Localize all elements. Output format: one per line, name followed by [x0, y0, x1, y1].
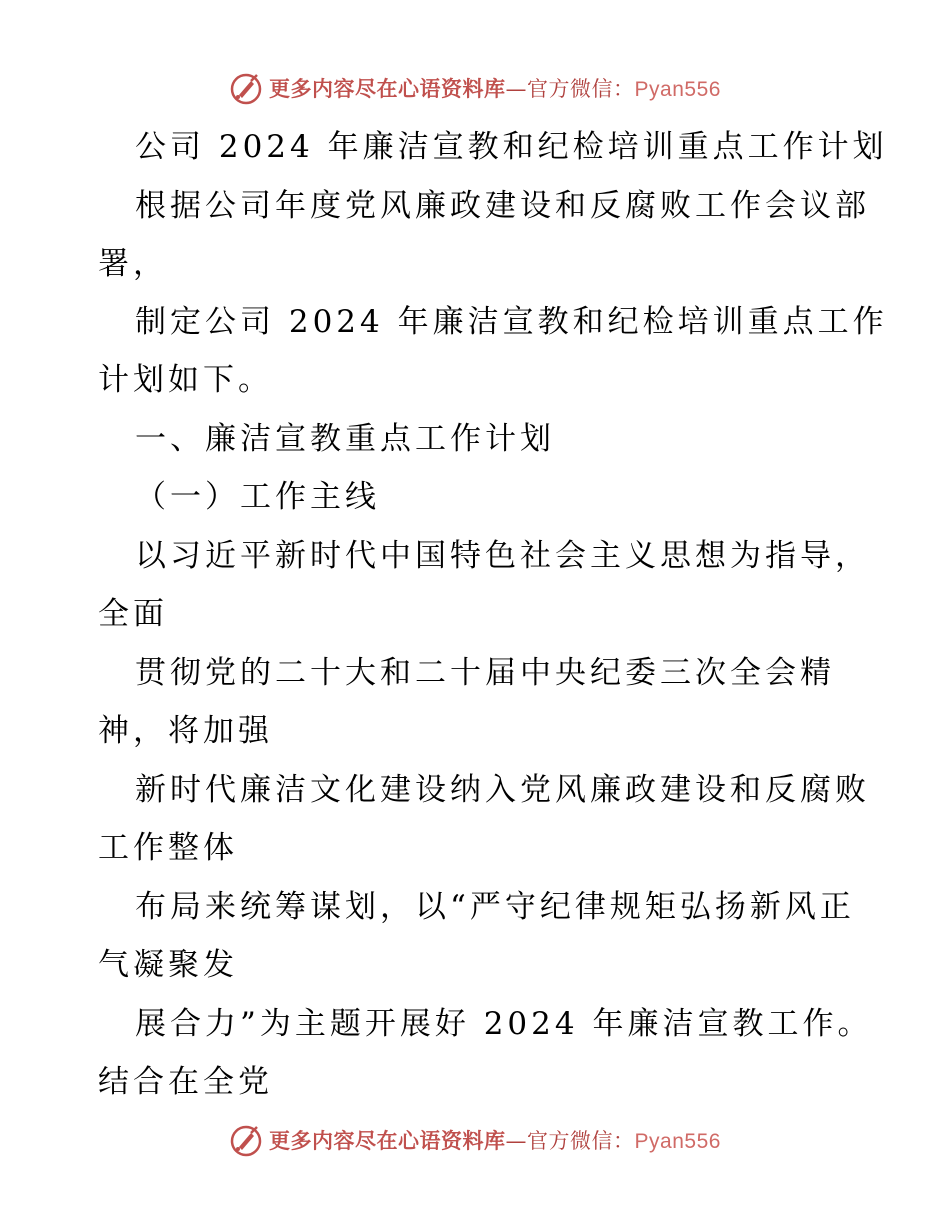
- paragraph-line: 工作整体: [98, 830, 238, 866]
- paragraph-line: 布局来统筹谋划，以“严守纪律规矩弘扬新风正: [135, 889, 855, 925]
- paragraph-line: 气凝聚发: [98, 947, 238, 983]
- paragraph-line: 神，将加强: [98, 713, 273, 749]
- paragraph-line: 贯彻党的二十大和二十届中央纪委三次全会精: [135, 655, 835, 691]
- watermark-separator: —官方微信：: [505, 77, 635, 101]
- section-heading: 一、廉洁宣教重点工作计划: [135, 421, 555, 457]
- paragraph-line: 根据公司年度党风廉政建设和反腐败工作会议部: [135, 188, 870, 224]
- paragraph-line: 署，: [98, 246, 168, 282]
- subsection-heading: （一）工作主线: [135, 479, 380, 515]
- footer-watermark: [0, 1120, 950, 1160]
- paragraph-line: 计划如下。: [98, 362, 273, 398]
- watermark-text: [269, 1125, 721, 1155]
- paragraph-line: 新时代廉洁文化建设纳入党风廉政建设和反腐败: [135, 772, 870, 808]
- watermark-account: Pyan556: [634, 1130, 721, 1153]
- document-title: 公司 2024 年廉洁宣教和纪检培训重点工作计划: [135, 129, 888, 165]
- paragraph-line: 制定公司 2024 年廉洁宣教和纪检培训重点工作: [135, 304, 888, 340]
- watermark-account: Pyan556: [634, 78, 721, 101]
- watermark-main: 更多内容尽在心语资料库: [269, 77, 506, 101]
- paragraph-line: 结合在全党: [98, 1064, 273, 1100]
- paragraph-line: 以习近平新时代中国特色社会主义思想为指导，: [135, 538, 870, 574]
- watermark-main: 更多内容尽在心语资料库: [269, 1129, 506, 1153]
- paragraph-line: 展合力”为主题开展好 2024 年廉洁宣教工作。: [135, 1006, 873, 1042]
- watermark-separator: —官方微信：: [505, 1129, 635, 1153]
- quill-logo-icon: [229, 1123, 263, 1157]
- paragraph-line: 全面: [98, 596, 168, 632]
